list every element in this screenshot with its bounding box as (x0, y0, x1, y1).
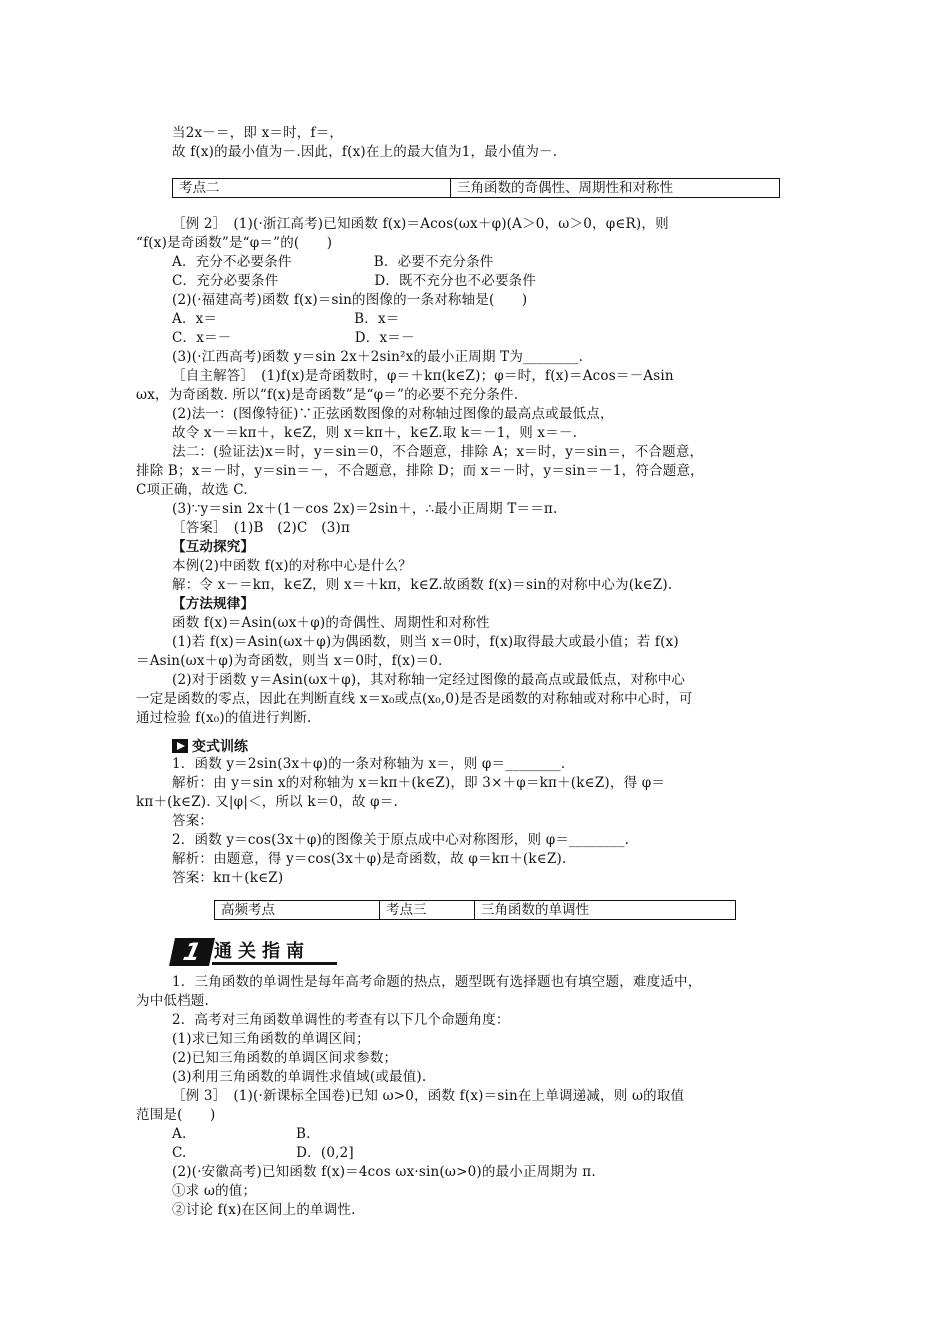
text-line: 通过检验 f(x₀)的值进行判断. (136, 710, 312, 726)
play-triangle-icon (172, 739, 188, 753)
variant-training-heading (172, 736, 248, 756)
text-line: 2．函数 y＝cos(3x＋φ)的图像关于原点成中心对称图形，则 φ＝________. (172, 832, 630, 848)
section-header-box (214, 900, 736, 920)
subheading: 【互动探究】 (172, 539, 255, 555)
subheading: 【方法规律】 (172, 596, 255, 612)
section-category: 高频考点 (215, 901, 380, 920)
text-line: (2)(·福建高考)函数 f(x)＝sin的图像的一条对称轴是( ) (172, 292, 528, 308)
variant-training-label: 变式训练 (192, 739, 248, 755)
text-line: C．x＝－ D．x＝－ (172, 330, 415, 346)
section-title: 三角函数的单调性 (475, 901, 736, 920)
text-line: ［例 3］ (1)(·新课标全国卷)已知 ω>0，函数 f(x)＝sin在上单调递减，则 ω的取值 (172, 1088, 685, 1104)
text-line: ［自主解答］ (1)f(x)是奇函数时，φ＝＋kπ(k∈Z)；φ＝时，f(x)＝Acos＝－Asin (172, 368, 674, 384)
text-line: 1．函数 y＝2sin(3x＋φ)的一条对称轴为 x＝，则 φ＝________. (172, 756, 566, 772)
text-line: C. D．(0,2] (172, 1145, 354, 1161)
text-line: 本例(2)中函数 f(x)的对称中心是什么？ (172, 558, 412, 574)
text-line: A. B. (172, 1126, 311, 1142)
section-header-box (172, 178, 780, 198)
text-line: ［例 2］ (1)(·浙江高考)已知函数 f(x)＝Acos(ωx＋φ)(A＞0，ω＞0，φ∈R)，则 (172, 216, 669, 232)
text-line: 为中低档题. (136, 993, 209, 1009)
text-line: (1)求已知三角函数的单调区间； (172, 1031, 370, 1047)
text-line: (2)对于函数 y＝Asin(ωx＋φ)，其对称轴一定经过图像的最高点或最低点，对称中心 (172, 672, 686, 688)
section-label: 考点二 (173, 179, 451, 198)
text-line: (3)利用三角函数的单调性求值域(或最值). (172, 1069, 427, 1085)
text-line: 2．高考对三角函数单调性的考查有以下几个命题角度： (172, 1012, 510, 1028)
section-label: 考点三 (380, 901, 475, 920)
text-line: 函数 f(x)＝Asin(ωx＋φ)的奇偶性、周期性和对称性 (172, 615, 490, 631)
guide-underline (212, 962, 337, 965)
text-line: (2)法一：(图像特征)∵正弦函数图像的对称轴过图像的最高点或最低点， (172, 406, 614, 422)
text-line: (2)(·安徽高考)已知函数 f(x)＝4cos ωx·sin(ω>0)的最小正周期为 π. (172, 1164, 596, 1180)
guide-banner (172, 938, 337, 966)
text-line: A．充分不必要条件 B．必要不充分条件 (172, 254, 494, 270)
text-line: (2)已知三角函数的单调区间求参数； (172, 1050, 398, 1066)
text-line: ②讨论 f(x)在区间上的单调性. (172, 1202, 356, 1218)
text-line: (3)(·江西高考)函数 y＝sin 2x＋2sin²x的最小正周期 T为________. (172, 349, 584, 365)
text-line: 答案：kπ＋(k∈Z) (172, 870, 284, 886)
guide-title: 通关指南 (214, 941, 310, 962)
text-line: 范围是( ) (136, 1107, 216, 1123)
text-line: 当2x－＝，即 x＝时，f＝， (172, 125, 344, 141)
text-line: 1．三角函数的单调性是每年高考命题的热点，题型既有选择题也有填空题，难度适中， (172, 974, 702, 990)
text-line: C项正确，故选 C. (136, 482, 248, 498)
text-line: 解：令 x－＝kπ，k∈Z，则 x＝＋kπ，k∈Z.故函数 f(x)＝sin的对称中心为(k∈Z). (172, 577, 673, 593)
text-line: 排除 B；x＝－时，y＝sin＝－，不合题意，排除 D；而 x＝－时，y＝sin＝－1，符合题意， (136, 463, 704, 479)
text-line: 一定是函数的零点，因此在判断直线 x＝x₀或点(x₀,0)是否是函数的对称轴或对称中心时，可 (136, 691, 693, 707)
text-line: (1)若 f(x)＝Asin(ωx＋φ)为偶函数，则当 x＝0时，f(x)取得最大或最小值；若 f(x) (172, 634, 679, 650)
text-line: 答案： (172, 813, 214, 829)
text-line: 故令 x－＝kπ＋，k∈Z，则 x＝kπ＋，k∈Z.取 k＝－1，则 x＝－. (172, 425, 578, 441)
text-line: C．充分必要条件 D．既不充分也不必要条件 (172, 273, 537, 289)
text-line: 解析：由 y＝sin x的对称轴为 x＝kπ＋(k∈Z)，即 3×＋φ＝kπ＋(k∈Z)，得 φ＝ (172, 775, 666, 791)
text-line: 法二：(验证法)x＝时，y＝sin＝0，不合题意，排除 A；x＝时，y＝sin＝，不合题意， (172, 444, 704, 460)
text-line: kπ＋(k∈Z). 又|φ|＜，所以 k＝0，故 φ＝. (136, 794, 398, 810)
text-line: ＝Asin(ωx＋φ)为奇函数，则当 x＝0时，f(x)＝0. (136, 653, 443, 669)
guide-number: 1 (169, 938, 215, 966)
text-line: “f(x)是奇函数”是“φ＝”的( ) (136, 235, 333, 251)
text-line: ωx，为奇函数. 所以“f(x)是奇函数”是“φ＝”的必要不充分条件. (136, 387, 519, 403)
text-line: 故 f(x)的最小值为－.因此，f(x)在上的最大值为1，最小值为－. (172, 144, 558, 160)
text-line: ①求 ω的值； (172, 1183, 257, 1199)
text-line: A．x＝ B．x＝ (172, 311, 400, 327)
section-title: 三角函数的奇偶性、周期性和对称性 (451, 179, 780, 198)
text-line: ［答案］ (1)B (2)C (3)π (172, 520, 351, 536)
text-line: 解析：由题意，得 y＝cos(3x＋φ)是奇函数，故 φ＝kπ＋(k∈Z). (172, 851, 567, 867)
text-line: (3)∵y＝sin 2x＋(1－cos 2x)＝2sin＋，∴最小正周期 T＝＝π. (172, 501, 558, 517)
